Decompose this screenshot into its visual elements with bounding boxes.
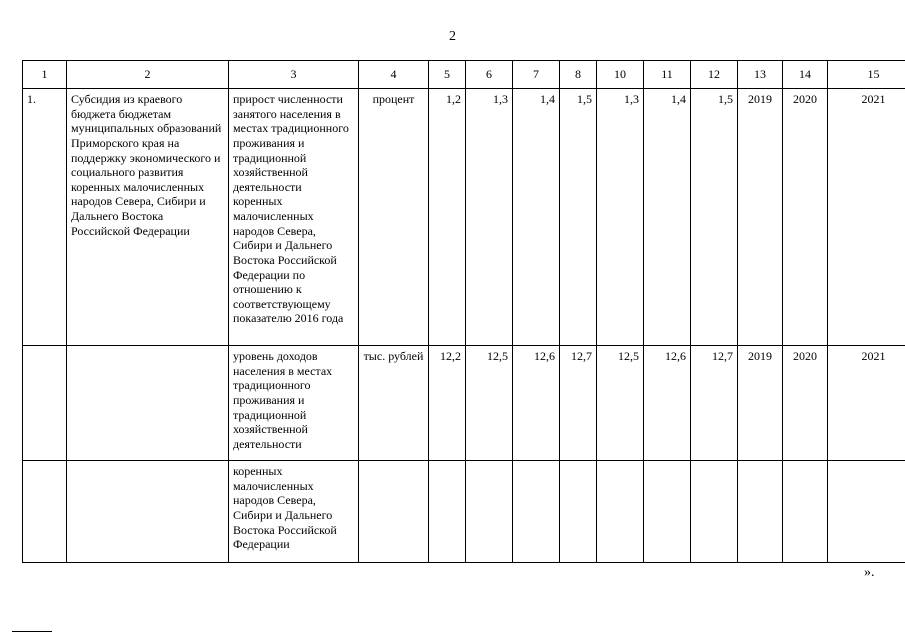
value-cell: 1,3 — [466, 89, 513, 346]
unit: процент — [359, 89, 429, 346]
table-row — [23, 89, 905, 346]
year-cell — [738, 461, 783, 563]
header-cell: 8 — [560, 61, 597, 89]
value-cell — [644, 461, 691, 563]
value-cell: 12,7 — [560, 346, 597, 461]
table-row — [23, 346, 905, 461]
value-cell — [597, 461, 644, 563]
value-cell: 12,6 — [513, 346, 560, 461]
table-row — [23, 461, 905, 563]
value-cell — [560, 461, 597, 563]
value-cell: 12,7 — [691, 346, 738, 461]
header-cell: 11 — [644, 61, 691, 89]
header-cell: 15 — [828, 61, 905, 89]
header-cell: 2 — [67, 61, 229, 89]
value-cell — [466, 461, 513, 563]
header-cell: 14 — [783, 61, 828, 89]
closing-quote-mark: ». — [864, 565, 875, 580]
value-cell — [513, 461, 560, 563]
year-cell: 2020 — [783, 346, 828, 461]
year-cell — [783, 461, 828, 563]
header-cell: 1 — [23, 61, 67, 89]
year-cell: 2021 — [828, 346, 905, 461]
year-cell: 2020 — [783, 89, 828, 346]
row-number — [23, 346, 67, 461]
indicators-table — [22, 60, 905, 563]
year-cell: 2021 — [828, 89, 905, 346]
value-cell: 1,2 — [429, 89, 466, 346]
header-cell: 12 — [691, 61, 738, 89]
value-cell: 1,5 — [560, 89, 597, 346]
value-cell — [691, 461, 738, 563]
measure-name — [67, 461, 229, 563]
unit: тыс. рублей — [359, 346, 429, 461]
header-cell: 3 — [229, 61, 359, 89]
table-header-row — [23, 61, 905, 89]
header-cell: 7 — [513, 61, 560, 89]
indicator-text: прирост численности занятого населения в местах традиционного проживания и традиционной хозяйственной деятельности коренных малочисленных народов Севера, Сибири и Дальнего Востока Российской Федерации по отношению к соответствующему показателю 2016 года — [229, 89, 359, 346]
value-cell: 12,2 — [429, 346, 466, 461]
header-cell: 13 — [738, 61, 783, 89]
page-number: 2 — [449, 29, 456, 44]
value-cell: 12,5 — [466, 346, 513, 461]
indicator-text: коренных малочисленных народов Севера, Сибири и Дальнего Востока Российской Федерации — [229, 461, 359, 563]
year-cell: 2019 — [738, 346, 783, 461]
footnote-divider — [12, 631, 52, 632]
year-cell — [828, 461, 905, 563]
measure-name — [67, 346, 229, 461]
value-cell: 1,4 — [513, 89, 560, 346]
value-cell: 1,4 — [644, 89, 691, 346]
measure-name: Субсидия из краевого бюджета бюджетам муниципальных образований Приморского края на поддержку экономического и социального развития коренных малочисленных народов Севера, Сибири и Дальнего Востока Российской Федерации — [67, 89, 229, 346]
value-cell — [429, 461, 466, 563]
value-cell: 12,5 — [597, 346, 644, 461]
value-cell: 1,5 — [691, 89, 738, 346]
row-number: 1. — [23, 89, 67, 346]
header-cell: 10 — [597, 61, 644, 89]
year-cell: 2019 — [738, 89, 783, 346]
value-cell: 1,3 — [597, 89, 644, 346]
header-cell: 4 — [359, 61, 429, 89]
unit — [359, 461, 429, 563]
header-cell: 6 — [466, 61, 513, 89]
row-number — [23, 461, 67, 563]
header-cell: 5 — [429, 61, 466, 89]
indicator-text: уровень доходов населения в местах традиционного проживания и традиционной хозяйственной деятельности — [229, 346, 359, 461]
value-cell: 12,6 — [644, 346, 691, 461]
